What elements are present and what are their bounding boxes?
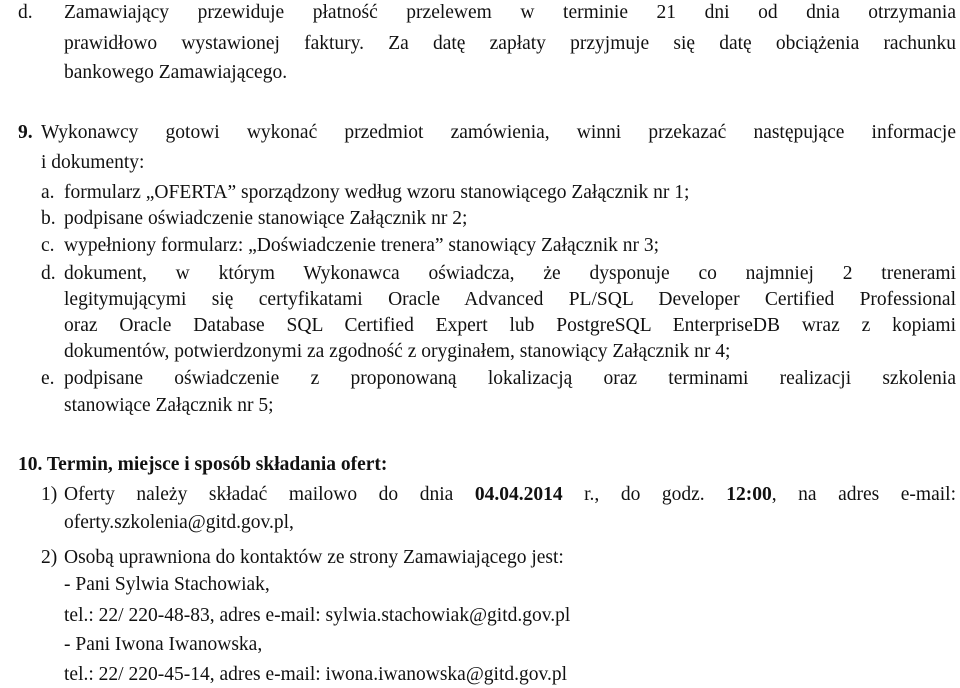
- section-heading-10: 10. Termin, miejsce i sposób składania ofert:: [18, 454, 388, 475]
- list-label-e: e.: [41, 368, 55, 389]
- list-item-e-line: stanowiące Załącznik nr 5;: [64, 395, 274, 416]
- list-item-c: wypełniony formularz: „Doświadczenie trenera” stanowiący Załącznik nr 3;: [64, 235, 660, 256]
- list-label-2: 2): [41, 547, 58, 568]
- paragraph-line: bankowego Zamawiającego.: [64, 62, 288, 83]
- list-item-1-line: [64, 483, 956, 507]
- list-label-a: a.: [41, 182, 55, 203]
- contact-details: tel.: 22/ 220-45-14, adres e-mail: iwona.iwanowska@gitd.gov.pl: [64, 664, 568, 685]
- paragraph-line: Zamawiający przewiduje płatność przelewem w terminie 21 dni od dnia otrzymania: [64, 2, 956, 23]
- section-heading-9-cont: i dokumenty:: [41, 152, 145, 173]
- contact-name: - Pani Sylwia Stachowiak,: [64, 574, 270, 595]
- list-label-d: d.: [41, 263, 56, 284]
- section-heading-9: Wykonawcy gotowi wykonać przedmiot zamówienia, winni przekazać następujące informacje: [41, 122, 956, 143]
- section-number-9: 9.: [18, 122, 33, 143]
- list-label-b: b.: [41, 208, 56, 229]
- list-item-d-line: dokument, w którym Wykonawca oświadcza, że dysponuje co najmniej 2 trenerami: [64, 263, 956, 284]
- paragraph-line: prawidłowo wystawionej faktury. Za datę zapłaty przyjmuje się datę obciążenia rachunku: [64, 33, 956, 54]
- list-label-1: 1): [41, 484, 58, 505]
- list-item-e-line: podpisane oświadczenie z proponowaną lokalizacją oraz terminami realizacji szkolenia: [64, 368, 956, 389]
- list-item-a: formularz „OFERTA” sporządzony według wzoru stanowiącego Załącznik nr 1;: [64, 182, 690, 203]
- offer-email: oferty.szkolenia@gitd.gov.pl,: [64, 512, 294, 533]
- offer-text: , na adres e-mail:: [771, 484, 956, 505]
- list-label-c: c.: [41, 235, 55, 256]
- deadline-time: 12:00: [726, 484, 772, 505]
- list-item-d-line: oraz Oracle Database SQL Certified Expert lub PostgreSQL EnterpriseDB wraz z kopiami: [64, 315, 956, 336]
- contact-name: - Pani Iwona Iwanowska,: [64, 634, 263, 655]
- list-item-d-line: legitymującymi się certyfikatami Oracle Advanced PL/SQL Developer Certified Professional: [64, 289, 956, 310]
- contact-intro: Osobą uprawniona do kontaktów ze strony Zamawiającego jest:: [64, 547, 564, 568]
- offer-text: r., do godz.: [562, 484, 727, 505]
- list-label-d-prev: d.: [18, 2, 33, 23]
- list-item-d-line: dokumentów, potwierdzonymi za zgodność z oryginałem, stanowiący Załącznik nr 4;: [64, 341, 731, 362]
- list-item-b: podpisane oświadczenie stanowiące Załącznik nr 2;: [64, 208, 468, 229]
- contact-details: tel.: 22/ 220-48-83, adres e-mail: sylwia.stachowiak@gitd.gov.pl: [64, 605, 571, 626]
- offer-text: Oferty należy składać mailowo do dnia: [64, 484, 475, 505]
- deadline-date: 04.04.2014: [474, 484, 563, 505]
